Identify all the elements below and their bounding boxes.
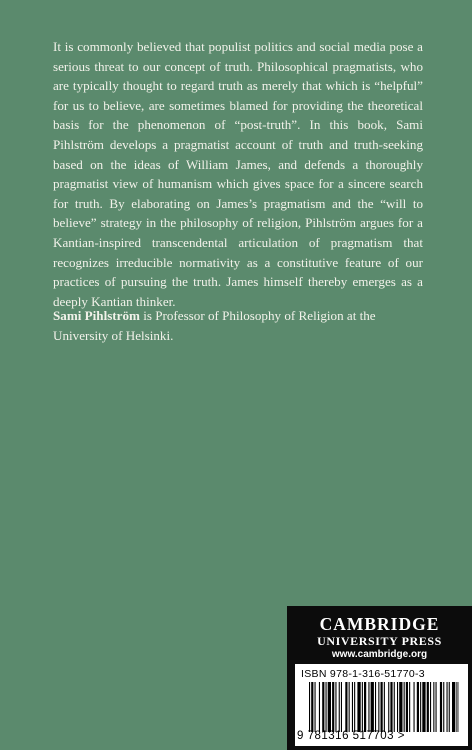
- publisher-block: [287, 606, 472, 750]
- author-name: Sami Pihlström: [53, 308, 140, 323]
- barcode-icon: [309, 682, 459, 732]
- publisher-subtitle: UNIVERSITY PRESS: [317, 634, 442, 648]
- publisher-name: CAMBRIDGE: [319, 614, 440, 634]
- isbn-label: ISBN 978-1-316-51770-3: [301, 668, 425, 680]
- author-bio-text: is Professor of Philosophy of Religion at the University of Helsinki.: [53, 308, 376, 343]
- barcode-box: [295, 664, 468, 746]
- author-bio: [53, 306, 423, 345]
- publisher-url: www.cambridge.org: [331, 649, 428, 660]
- ean-digits: 9 781316 517703 >: [297, 730, 405, 742]
- book-blurb: It is commonly believed that populist politics and social media pose a serious threat to our concept of truth. Philosophical pragmatists, who are typically thought to regard truth as merely that which is “helpful” for us to believe, are sometimes blamed for providing the theoretical basis for the phenomenon of “post-truth”. In this book, Sami Pihlström develops a pragmatist account of truth and truth-seeking based on the ideas of William James, and defends a thoroughly pragmatist view of humanism which gives space for a sincere search for truth. By elaborating on James’s pragmatism and the “will to believe” strategy in the philosophy of religion, Pihlström argues for a Kantian-inspired transcendental articulation of pragmatism that recognizes irreducible normativity as a constitutive feature of our practices of pursuing the truth. James himself thereby emerges as a deeply Kantian thinker.: [53, 39, 423, 309]
